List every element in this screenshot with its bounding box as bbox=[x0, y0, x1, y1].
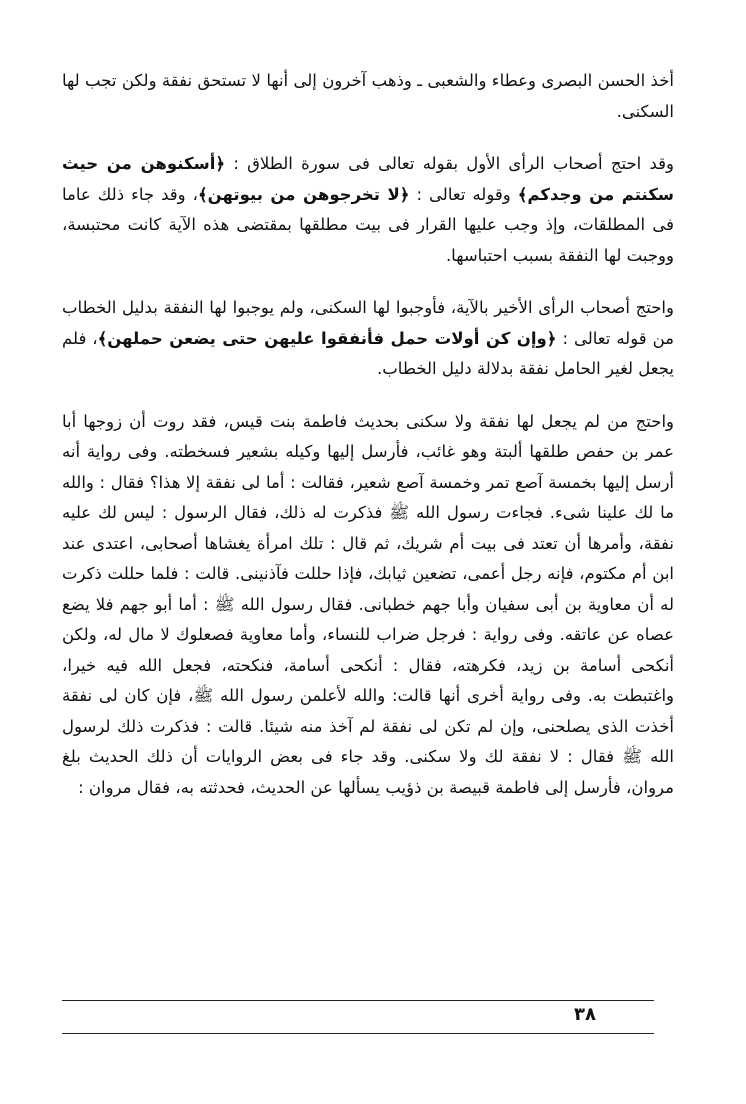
paragraph-1 bbox=[62, 66, 674, 127]
footer-rule-bottom bbox=[62, 1033, 654, 1034]
paragraph-2-text: وقد احتج أصحاب الرأى الأول بقوله تعالى فى سورة الطلاق : bbox=[225, 154, 674, 173]
footer-rule-top bbox=[62, 1000, 654, 1001]
quran-verse: ﴿لا تخرجوهن من بيوتهن﴾ bbox=[198, 184, 410, 204]
paragraph-2 bbox=[62, 149, 674, 271]
paragraph-4 bbox=[62, 407, 674, 804]
paragraph-4-text: واحتج من لم يجعل لها نفقة ولا سكنى بحديث فاطمة بنت قيس، فقد روت أن زوجها أبا عمر بن حفص طلقها ألبتة وهو غائب، فأرسل إليها وكيله بشعير فسخطته. وفى رواية أنه أرسل إليها بخمسة آصع تمر وخمسة آصع شعير، فقالت : أما لى نفقة إلا هذا؟ فقال : والله ما لك علينا شىء. فجاءت رسول الله ﷺ فذكرت له ذلك، فقال الرسول : ليس لك عليه نفقة، وأمرها أن تعتد فى بيت أم شريك، ثم قال : تلك امرأة يغشاها أصحابى، اعتدى عند ابن أم مكتوم، فإنه رجل أعمى، تضعين ثيابك، فإذا حللت فآذنينى. قالت : فلما حللت ذكرت له أن معاوية بن أبى سفيان وأبا جهم خطبانى. فقال رسول الله ﷺ : أما أبو جهم فلا يضع عصاه عن عاتقه. وفى رواية : فرجل ضراب للنساء، وأما معاوية فصعلوك لا مال له، ولكن أنكحى أسامة بن زيد، فكرهته، فقال : أنكحى أسامة، فنكحته، فجعل الله فيه خيرا، واغتبطت به. وفى رواية أخرى أنها قالت: والله لأعلمن رسول الله ﷺ، فإن كان لى نفقة أخذت الذى يصلحنى، وإن لم تكن لى نفقة لم آخذ منه شيئا. قالت : فذكرت ذلك لرسول الله ﷺ فقال : لا نفقة لك ولا سكنى. وقد جاء فى بعض الروايات أن ذلك الحديث بلغ مروان، فأرسل إلى فاطمة قبيصة بن ذؤيب يسألها عن الحديث، فحدثته به، فقال مروان : bbox=[62, 411, 674, 797]
quran-verse: ﴿أسكنوهن من حيث سكنتم من وجدكم﴾ bbox=[62, 154, 675, 204]
paragraph-3 bbox=[62, 293, 674, 385]
page-number: ٣٨ bbox=[574, 1004, 596, 1025]
page-body bbox=[62, 66, 674, 825]
paragraph-3-text: واحتج أصحاب الرأى الأخير بالآية، فأوجبوا لها السكنى، ولم يوجبوا لها النفقة بدليل الخطاب من قوله تعالى : bbox=[62, 298, 674, 348]
paragraph-1-text: أخذ الحسن البصرى وعطاء والشعبى ـ وذهب آخرون إلى أنها لا تستحق نفقة ولكن تجب لها السكنى. bbox=[62, 71, 674, 121]
paragraph-3-text: ، فلم يجعل لغير الحامل نفقة بدلالة دليل الخطاب. bbox=[62, 328, 674, 378]
quran-verse: ﴿وإن كن أولات حمل فأنفقوا عليهن حتى يضعن حملهن﴾ bbox=[97, 328, 557, 348]
paragraph-2-text: وقوله تعالى : bbox=[409, 184, 518, 204]
paragraph-2-text: ، وقد جاء ذلك عاما فى المطلقات، وإذ وجب عليها القرار فى بيت مطلقها بمقتضى هذه الآية كانت محتبسة، ووجبت لها النفقة بسبب احتباسها. bbox=[62, 184, 674, 265]
